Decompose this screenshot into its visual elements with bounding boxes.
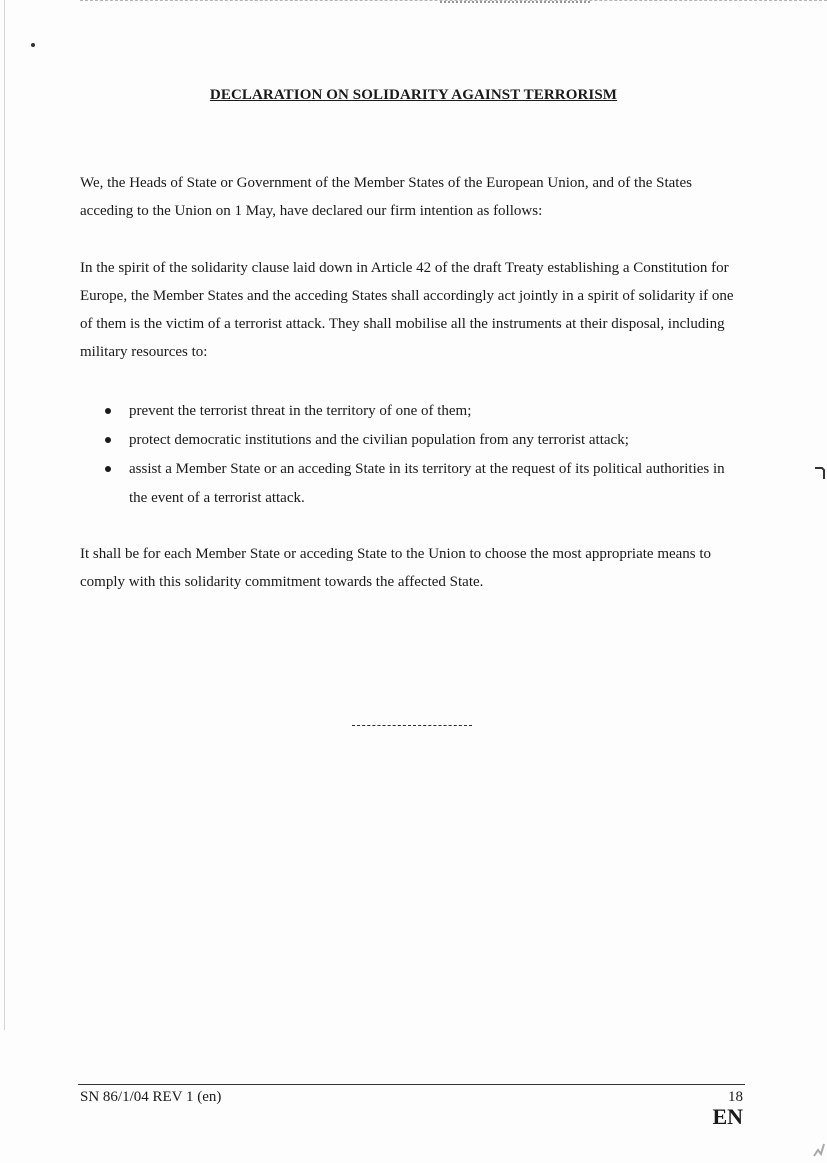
scan-artifact-dot (31, 43, 35, 47)
document-title: DECLARATION ON SOLIDARITY AGAINST TERRORISM (209, 87, 618, 103)
list-item-text: prevent the terrorist threat in the territory of one of them; (129, 403, 472, 419)
footer-divider (78, 1084, 745, 1085)
measures-list (80, 397, 740, 513)
bullet-icon (105, 437, 111, 443)
language-code: EN (712, 1104, 743, 1129)
list-item (80, 397, 740, 426)
bullet-icon (105, 408, 111, 414)
list-item-text: protect democratic institutions and the civilian population from any terrorist attack; (129, 432, 629, 448)
list-item (80, 455, 740, 513)
list-item-text: assist a Member State or an acceding State in its territory at the request of its political authorities in the event of a terrorist attack. (129, 461, 725, 506)
scan-artifact-corner (812, 1140, 826, 1158)
margin-mark-icon (814, 466, 826, 480)
solidarity-paragraph: In the spirit of the solidarity clause laid down in Article 42 of the draft Treaty establishing a Constitution for Europe, the Member States and the acceding States shall accordingly act jointly in a spirit of solidarity if one of them is the victim of a terrorist attack. They shall mobilise all the instruments at their disposal, including military resources to: (80, 260, 734, 360)
scan-artifact-top-dots (440, 1, 590, 3)
closing-paragraph: It shall be for each Member State or acceding State to the Union to choose the most appropriate means to comply with this solidarity commitment towards the affected State. (80, 546, 712, 590)
bullet-icon (105, 466, 111, 472)
list-item (80, 426, 740, 455)
intro-paragraph: We, the Heads of State or Government of the Member States of the European Union, and of the States acceding to the Union on 1 May, have declared our firm intention as follows: (80, 175, 692, 219)
end-of-text-rule (352, 725, 472, 726)
page-number: 18 (728, 1089, 743, 1105)
document-reference: SN 86/1/04 REV 1 (en) (80, 1089, 222, 1105)
scan-artifact-left-edge (4, 0, 5, 1030)
